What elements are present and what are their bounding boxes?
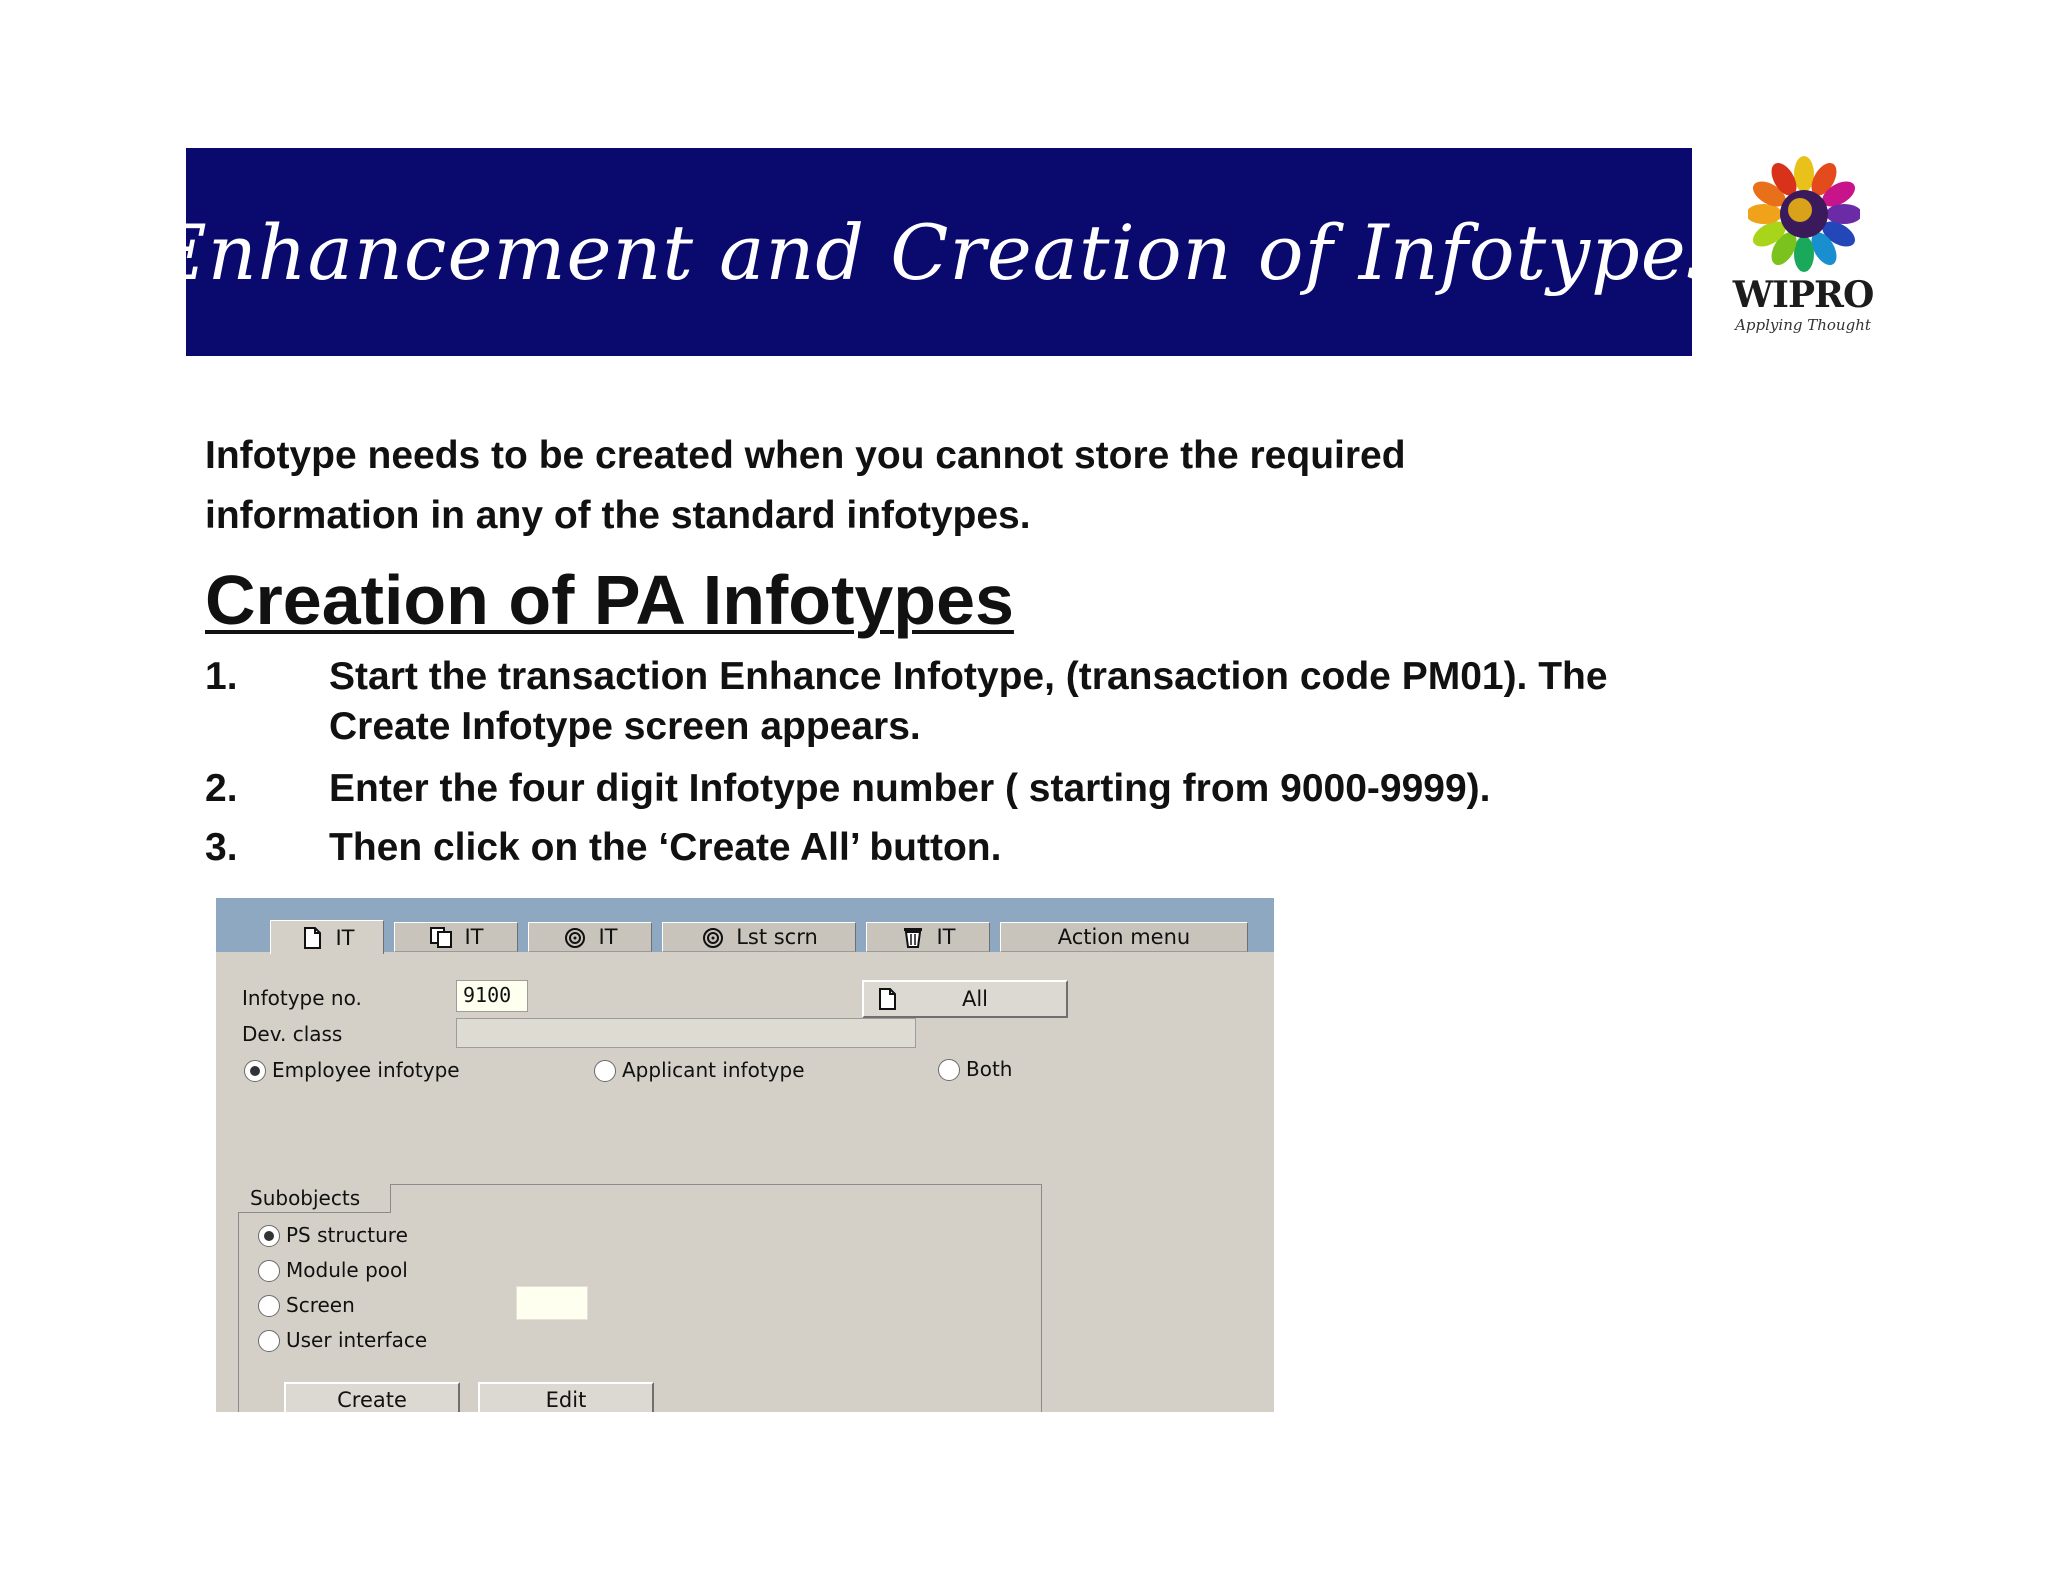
tab-create-infotype[interactable]	[270, 920, 384, 954]
spiral-icon	[562, 925, 588, 949]
step-text: Then click on the ‘Create All’ button.	[329, 826, 1002, 869]
tab-label: IT	[464, 925, 484, 949]
sap-create-infotype-screen	[216, 898, 1274, 1412]
sunflower-logo-icon	[1748, 156, 1860, 274]
infotype-no-label: Infotype no.	[242, 986, 362, 1010]
infotype-no-field[interactable]: 9100	[456, 980, 528, 1012]
subobjects-title: Subobjects	[238, 1184, 391, 1213]
user-interface-label: User interface	[286, 1328, 428, 1352]
applicant-infotype-radio[interactable]	[594, 1060, 616, 1082]
document-icon	[874, 986, 900, 1012]
intro-paragraph: Infotype needs to be created when you cannot store the required information in any of the standard infotypes.	[205, 434, 1406, 537]
step-number: 1.	[205, 655, 238, 698]
tab-display-infotype[interactable]	[528, 922, 652, 952]
dev-class-label: Dev. class	[242, 1022, 343, 1046]
sap-body	[226, 952, 1274, 1412]
screen-radio[interactable]	[258, 1295, 280, 1317]
slide-title: Enhancement and Creation of Infotypes	[151, 207, 1727, 297]
step-text: Start the transaction Enhance Infotype, (transaction code PM01). The Create Infotype screen appears.	[329, 655, 1608, 748]
spiral-icon	[700, 925, 726, 949]
employee-infotype-radio[interactable]	[244, 1060, 266, 1082]
all-button[interactable]	[862, 980, 1068, 1018]
create-button[interactable]: Create	[284, 1382, 460, 1412]
both-radio[interactable]	[938, 1059, 960, 1081]
all-button-label: All	[961, 987, 989, 1011]
ps-structure-label: PS structure	[286, 1223, 408, 1247]
ps-structure-radio[interactable]	[258, 1225, 280, 1247]
logo-wordmark: WIPRO	[1732, 274, 1874, 316]
tab-label: Lst scrn	[736, 925, 818, 949]
employee-infotype-label: Employee infotype	[272, 1058, 460, 1082]
tab-label: IT	[335, 925, 355, 950]
user-interface-radio[interactable]	[258, 1330, 280, 1352]
tab-label: Action menu	[1057, 925, 1191, 949]
logo-tagline: Applying Thought	[1735, 316, 1871, 334]
wipro-logo	[1718, 156, 1888, 340]
module-pool-radio[interactable]	[258, 1260, 280, 1282]
step-number: 3.	[205, 826, 238, 869]
tab-label: IT	[936, 925, 956, 949]
tab-action-menu[interactable]	[1000, 922, 1248, 952]
step-number: 2.	[205, 767, 238, 810]
tab-label: IT	[598, 925, 618, 949]
subobjects-group	[238, 1184, 1042, 1412]
document-icon	[299, 926, 325, 950]
module-pool-label: Module pool	[286, 1258, 408, 1282]
edit-button[interactable]: Edit	[478, 1382, 654, 1412]
title-banner	[151, 148, 1727, 356]
tab-copy-infotype[interactable]	[394, 922, 518, 952]
trash-icon	[900, 925, 926, 949]
both-label: Both	[966, 1057, 1013, 1081]
copy-icon	[428, 925, 454, 949]
screen-number-field[interactable]	[516, 1286, 588, 1320]
tab-list-screen[interactable]	[662, 922, 856, 952]
step-text: Enter the four digit Infotype number ( starting from 9000-9999).	[329, 767, 1491, 810]
dev-class-field[interactable]	[456, 1018, 916, 1048]
screen-label: Screen	[286, 1293, 355, 1317]
section-heading: Creation of PA Infotypes	[205, 561, 1014, 639]
tab-delete-infotype[interactable]	[866, 922, 990, 952]
applicant-infotype-label: Applicant infotype	[622, 1058, 805, 1082]
